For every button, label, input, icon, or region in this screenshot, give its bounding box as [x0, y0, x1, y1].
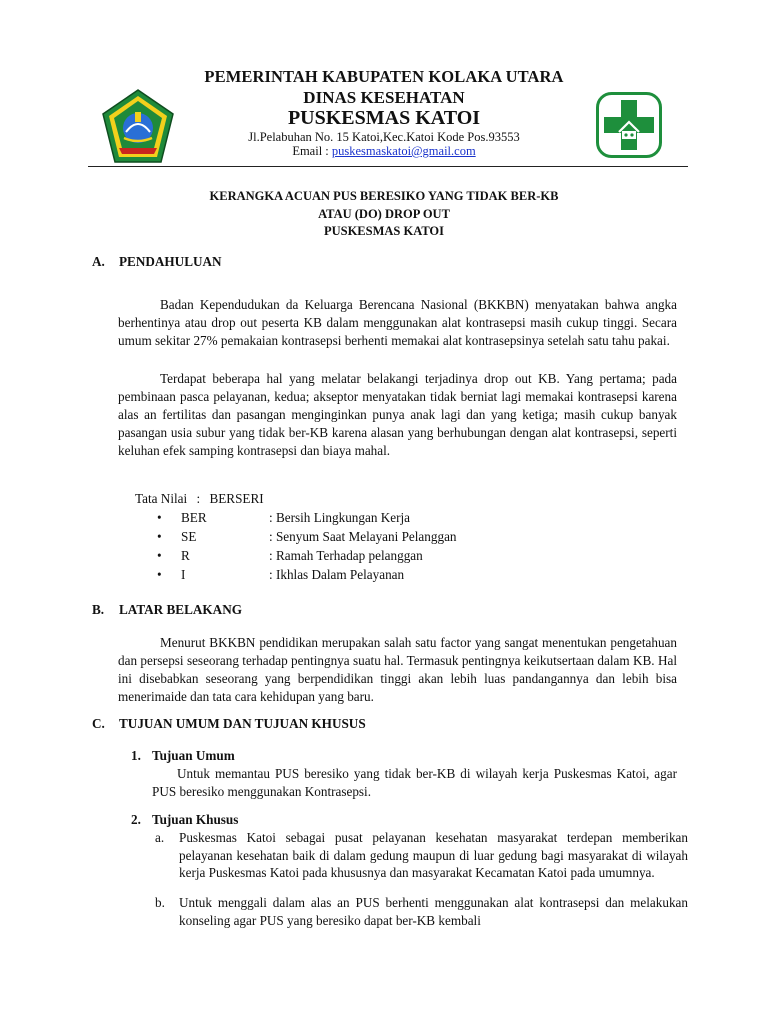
email-line	[180, 144, 588, 158]
email-label: Email :	[292, 144, 332, 158]
core-values-list	[157, 510, 497, 586]
core-values-label: Tata Nilai	[135, 491, 188, 506]
bullet: •	[157, 510, 162, 525]
item-marker: b.	[155, 895, 165, 910]
subsection-number: 2.	[131, 812, 141, 827]
value-description: : Bersih Lingkungan Kerja	[269, 510, 410, 525]
list-item	[157, 510, 497, 529]
item-text: Untuk menggali dalam alas an PUS berhenti menggunakan alat kontrasepsi dan melakukan konseling agar PUS yang beresiko dapat ber-KB kembali	[179, 895, 688, 928]
section-a-paragraph-1: Badan Kependudukan da Keluarga Berencana Nasional (BKKBN) menyatakan bahwa angka berhentinya atau drop out peserta KB dalam menggunakan alat kontrasepsi masih cukup tinggi. Secara umum sekitar 27% pemakaian kontrasepsi berhenti memakai alat kontrasepsinya setelah satu tahu pakai.	[118, 297, 677, 348]
document-title	[100, 188, 668, 241]
section-a-heading	[92, 254, 392, 272]
bullet: •	[157, 567, 162, 582]
value-code: I	[181, 567, 186, 582]
list-item	[155, 894, 688, 934]
letterhead	[0, 66, 768, 166]
value-description: : Ramah Terhadap pelanggan	[269, 548, 423, 563]
puskesmas-cross-house-icon	[596, 92, 662, 158]
government-name: PEMERINTAH KABUPATEN KOLAKA UTARA	[204, 67, 564, 86]
title-line-3: PUSKESMAS KATOI	[323, 224, 445, 238]
item-marker: a.	[155, 830, 165, 845]
section-c-heading	[92, 716, 492, 734]
core-values-heading	[135, 491, 264, 507]
subsection-1-heading	[131, 748, 431, 766]
subsection-2-heading	[131, 812, 431, 830]
section-title: LATAR BELAKANG	[119, 602, 242, 617]
value-code: BER	[181, 510, 207, 525]
subsection-title: Tujuan Umum	[152, 748, 235, 763]
section-number: B.	[92, 602, 105, 617]
section-number: A.	[92, 254, 105, 269]
title-line-1: KERANGKA ACUAN PUS BERESIKO YANG TIDAK BER-KB	[209, 189, 559, 203]
value-description: : Senyum Saat Melayani Pelanggan	[269, 529, 457, 544]
kolaka-utara-regency-emblem-icon	[99, 88, 177, 166]
subsection-number: 1.	[131, 748, 141, 763]
health-center-name: PUSKESMAS KATOI	[287, 107, 481, 129]
section-number: C.	[92, 716, 105, 731]
list-item	[157, 529, 497, 548]
list-item	[157, 567, 497, 586]
title-line-2: ATAU (DO) DROP OUT	[318, 206, 450, 221]
bullet: •	[157, 529, 162, 544]
bullet: •	[157, 548, 162, 563]
section-b-paragraph-1: Menurut BKKBN pendidikan merupakan salah satu factor yang sangat menentukan pengetahuan dan persepsi seseorang terhadap pentingnya suatu hal. Termasuk pentingnya keikutsertaan dalam KB. Hal ini disebabkan seseorang yang berpendidikan tinggi akan lebih luas pandangannya dan lebih bisa menerimaide dan tata cara kehidupan yang baru.	[118, 635, 677, 704]
section-title: PENDAHULUAN	[119, 254, 222, 269]
value-code: R	[181, 548, 190, 563]
agency-name: DINAS KESEHATAN	[303, 88, 465, 107]
email-link[interactable]: puskesmaskatoi@gmail.com	[331, 144, 476, 158]
letterhead-text	[180, 66, 588, 158]
item-text: Puskesmas Katoi sebagai pusat pelayanan kesehatan masyarakat terdepan memberikan pelayanan kesehatan baik di dalam gedung maupun di luar gedung bagi masyarakat di wilayah kerja Puskesmas Katoi pada khususnya dan masyarakat Kecamatan Katoi pada umumnya.	[179, 830, 688, 880]
core-values-separator: :	[196, 491, 201, 506]
address: Jl.Pelabuhan No. 15 Katoi,Kec.Katoi Kode Pos.93553	[248, 130, 520, 144]
list-item	[157, 548, 497, 567]
section-b-heading	[92, 602, 392, 620]
letterhead-rule	[88, 166, 688, 167]
subsection-title: Tujuan Khusus	[152, 812, 239, 827]
subsection-1-text: Untuk memantau PUS beresiko yang tidak ber-KB di wilayah kerja Puskesmas Katoi, agar PUS beresiko menggunakan Kontrasepsi.	[152, 766, 677, 799]
value-description: : Ikhlas Dalam Pelayanan	[269, 567, 405, 582]
list-item	[155, 829, 688, 899]
core-values-name: BERSERI	[209, 491, 264, 506]
section-a-paragraph-2: Terdapat beberapa hal yang melatar belakangi terjadinya drop out KB. Yang pertama; pada pembinaan pasca pelayanan, kedua; akseptor menyatakan tidak berniat lagi memakai kontrasepsi karena alas an fertilitas dan pasangan menginginkan punya anak lagi dan yang ketiga; masih cukup banyak pasangan usia subur yang tidak ber-KB karena alasan yang berhubungan dengan alat kontrasepsi, seperti keluhan efek samping kontrasepsi dan biaya mahal.	[118, 371, 677, 458]
value-code: SE	[181, 529, 197, 544]
section-title: TUJUAN UMUM DAN TUJUAN KHUSUS	[119, 716, 366, 731]
